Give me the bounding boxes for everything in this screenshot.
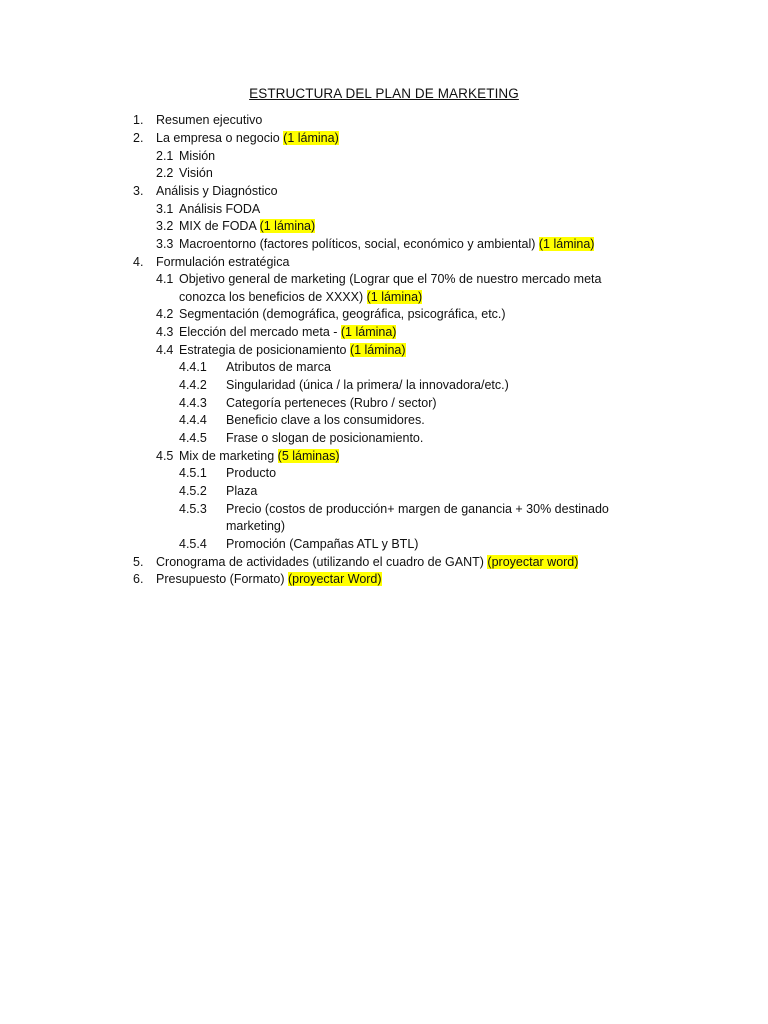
item-text: Formulación estratégica bbox=[156, 255, 290, 269]
item-text: Macroentorno (factores políticos, social, económico y ambiental) bbox=[179, 237, 539, 251]
item-text-line bbox=[226, 537, 418, 552]
highlight-note: (1 lámina) bbox=[349, 343, 406, 357]
item-text: Estrategia de posicionamiento bbox=[179, 343, 350, 357]
item-text-line bbox=[226, 413, 425, 428]
item-number: 4.4.5 bbox=[179, 431, 207, 445]
item-text-line bbox=[156, 184, 278, 199]
item-number: 2.2 bbox=[156, 166, 174, 180]
item-text-line bbox=[179, 449, 339, 464]
item-number: 5. bbox=[133, 555, 144, 569]
item-text-line bbox=[179, 237, 594, 252]
item-text-line bbox=[179, 219, 315, 234]
item-text-line bbox=[156, 131, 339, 146]
item-number: 4.5.4 bbox=[179, 537, 207, 551]
item-text: Beneficio clave a los consumidores. bbox=[226, 413, 425, 427]
item-number: 4.2 bbox=[156, 307, 174, 321]
item-number: 3.1 bbox=[156, 202, 174, 216]
item-text: Resumen ejecutivo bbox=[156, 113, 263, 127]
item-text-line bbox=[156, 572, 382, 587]
item-text-line bbox=[226, 431, 423, 446]
item-text: conozca los beneficios de XXXX) bbox=[179, 290, 367, 304]
item-text: Categoría perteneces (Rubro / sector) bbox=[226, 396, 437, 410]
document-title: ESTRUCTURA DEL PLAN DE MARKETING bbox=[249, 86, 519, 101]
item-number: 4.5.2 bbox=[179, 484, 207, 498]
item-number: 4.4.4 bbox=[179, 413, 207, 427]
item-number: 4.4.2 bbox=[179, 378, 207, 392]
item-text: Misión bbox=[179, 149, 216, 163]
item-text: Singularidad (única / la primera/ la innovadora/etc.) bbox=[226, 378, 509, 392]
highlight-note: (1 lámina) bbox=[340, 325, 397, 339]
item-text: Precio (costos de producción+ margen de ganancia + 30% destinado bbox=[226, 502, 609, 516]
item-text-line bbox=[179, 325, 396, 340]
item-text: MIX de FODA bbox=[179, 219, 260, 233]
item-text: Objetivo general de marketing (Lograr que el 70% de nuestro mercado meta bbox=[179, 272, 602, 286]
item-text-line bbox=[179, 202, 260, 217]
item-text: Análisis FODA bbox=[179, 202, 261, 216]
item-number: 3.2 bbox=[156, 219, 174, 233]
highlight-note: (1 lámina) bbox=[366, 290, 423, 304]
item-number: 6. bbox=[133, 572, 144, 586]
item-text: Plaza bbox=[226, 484, 258, 498]
item-text: Promoción (Campañas ATL y BTL) bbox=[226, 537, 419, 551]
highlight-note: (1 lámina) bbox=[283, 131, 339, 145]
item-text: Frase o slogan de posicionamiento. bbox=[226, 431, 424, 445]
item-number: 4.5.3 bbox=[179, 502, 207, 516]
highlight-note: (1 lámina) bbox=[259, 219, 316, 233]
item-text: Elección del mercado meta - bbox=[179, 325, 341, 339]
item-number: 2.1 bbox=[156, 149, 174, 163]
item-text-line bbox=[179, 290, 422, 305]
item-number: 4.1 bbox=[156, 272, 174, 286]
item-text-line bbox=[179, 166, 213, 181]
item-text: Mix de marketing bbox=[179, 449, 278, 463]
item-text-line bbox=[156, 555, 578, 570]
highlight-note: (1 lámina) bbox=[538, 237, 595, 251]
item-text-line bbox=[179, 343, 406, 358]
highlight-note: (5 láminas) bbox=[277, 449, 340, 463]
highlight-note: (proyectar word) bbox=[487, 555, 579, 569]
item-number: 4.4.3 bbox=[179, 396, 207, 410]
item-text: Segmentación (demográfica, geográfica, psicográfica, etc.) bbox=[179, 307, 506, 321]
item-number: 4.4.1 bbox=[179, 360, 207, 374]
item-text-line bbox=[226, 396, 437, 411]
item-text: marketing) bbox=[226, 519, 286, 533]
item-text: Cronograma de actividades (utilizando el cuadro de GANT) bbox=[156, 555, 488, 569]
item-number: 4.5 bbox=[156, 449, 174, 463]
item-text: Presupuesto (Formato) bbox=[156, 572, 288, 586]
highlight-note: (proyectar Word) bbox=[288, 572, 382, 586]
item-text-line bbox=[226, 378, 509, 393]
item-text: Producto bbox=[226, 466, 277, 480]
item-number: 4.5.1 bbox=[179, 466, 207, 480]
item-text-line bbox=[226, 360, 331, 375]
item-text-line bbox=[156, 255, 289, 270]
item-text: La empresa o negocio bbox=[156, 131, 284, 145]
item-text: Visión bbox=[179, 166, 213, 180]
item-text-line bbox=[226, 484, 257, 499]
item-text: Atributos de marca bbox=[226, 360, 331, 374]
item-text-line bbox=[179, 307, 506, 322]
item-number: 4. bbox=[133, 255, 144, 269]
item-number: 3.3 bbox=[156, 237, 174, 251]
item-number: 2. bbox=[133, 131, 144, 145]
item-number: 4.4 bbox=[156, 343, 174, 357]
item-text-line bbox=[226, 502, 609, 517]
item-text-line bbox=[179, 272, 601, 287]
item-text-line bbox=[179, 149, 215, 164]
item-number: 3. bbox=[133, 184, 144, 198]
item-number: 4.3 bbox=[156, 325, 174, 339]
item-number: 1. bbox=[133, 113, 144, 127]
item-text-line bbox=[226, 519, 285, 534]
item-text-line bbox=[156, 113, 262, 128]
item-text: Análisis y Diagnóstico bbox=[156, 184, 278, 198]
item-text-line bbox=[226, 466, 276, 481]
